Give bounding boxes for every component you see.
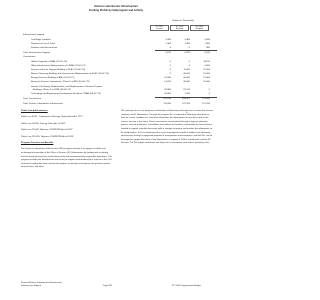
cell-fy2012: 111,842 <box>163 102 171 105</box>
cell-fy2012: 1,362 <box>165 42 171 45</box>
row-label: Buildings, Phase 2 at LBNL (09-SC-72) <box>33 88 71 91</box>
cell-fy2013: 168,557 <box>182 98 190 100</box>
column-header-fy2013 <box>170 25 189 32</box>
cell-fy2014: 34,911 <box>203 61 210 63</box>
row-label: Total, Infrastructure Support <box>23 51 50 54</box>
column-header-status: Request <box>195 28 204 31</box>
table-row <box>23 88 219 92</box>
cell-fy2013: 40,000 <box>183 77 190 79</box>
left-column-text <box>21 110 113 173</box>
footer-right: FY 2014 Congressional Budget <box>172 285 201 287</box>
cell-fy2013: 0 <box>188 65 190 67</box>
row-label: Oak Ridge Landlord <box>31 38 51 41</box>
cell-fy2013: 6,878 <box>184 51 190 54</box>
cell-fy2013: 5,485 <box>184 38 190 41</box>
column-header-status: Enacted <box>175 28 184 31</box>
cell-fy2013: 7,440 <box>184 93 190 95</box>
right-column-text <box>121 110 213 149</box>
column-header-year: FY 2013 <box>175 26 184 29</box>
cell-fy2012: 5,350 <box>165 38 171 41</box>
row-label: Energy Sciences Building at ANL (10-SC-71) <box>31 77 75 79</box>
footer-path: Science/Science Laboratories Infrastructure/ <box>21 282 62 284</box>
section-heading-authorizations: Public Law Authorizations <box>21 110 48 112</box>
paragraph: SLI's primary focus is on long-term revitalization of laboratory infrastructure to ensure the mission readiness of SC laboratories. Through the program SC is moving the laboratory infrastructure from its current condition to a level that will position the laboratories to meet the needs of the science mission in the future. These investments are prioritized through a rigorous planning process and will modernize, consolidate, and replace the facilities, and provide the infrastructure needed to support scientific discovery, build a stronger economy, and position the laboratories to be world leaders. SC has implemented an asset management model to address the laboratory infrastructure through a integrated program of management and investment, and that SLI can be leveraged to support the future of the laboratories in support of DOE's overall goals and the SC mission. The SLI budget contributes and helps focus investments and reduce operating costs. <box>121 110 213 145</box>
cell-fy2013: 175,315 <box>182 102 190 105</box>
units-note: (Dollars in Thousands) <box>172 20 194 22</box>
table-row <box>23 46 219 50</box>
paragraph: Public Law 95-91, "Department of Energy Organization Act" 1977 <box>21 116 83 119</box>
footer-left <box>21 282 62 288</box>
cell-fy2014: 4,000 <box>204 65 210 67</box>
cell-fy2012: 14,430 <box>164 77 171 79</box>
section-heading-overview: Program Overview and Benefits <box>21 141 54 144</box>
document-subtitle: Funding Profile by Subprogram and Activity <box>88 9 144 12</box>
row-label: Utilities Upgrade at FNAL (13-SC-70) <box>31 61 68 63</box>
cell-fy2013: 25,574 <box>183 88 190 91</box>
row-label: Total, Construction <box>23 98 42 100</box>
paragraph: Public Law 111-358, "America COMPETES Act of 2010" <box>21 135 74 138</box>
row-label: Seismic Life-Safety, Modernization, and Replacement of General Purpose <box>31 85 103 88</box>
paragraph: Public Law 109-58, "Energy Policy Act of 2005" <box>21 122 66 125</box>
paragraph: Public Law 110-69, "America COMPETES Act of 2007" <box>21 129 73 132</box>
cell-fy2012: 6,612 <box>165 51 171 54</box>
cell-fy2013: 11,000 <box>183 69 190 71</box>
cell-fy2012: 0 <box>169 65 171 67</box>
cell-fy2012: 0 <box>169 61 171 63</box>
page-number: Page 353 <box>103 285 112 287</box>
cell-fy2012: 103,230 <box>163 98 171 100</box>
cell-fy2012: 20,055 <box>164 93 171 95</box>
row-label: Total, Science Laboratories Infrastructure <box>23 102 63 105</box>
cell-fy2013: 1,385 <box>184 42 190 45</box>
footer-path: Infrastructure Support <box>21 285 42 287</box>
column-header-fy2012 <box>150 25 169 32</box>
row-label: Payment in Lieu of Taxes <box>31 42 56 45</box>
table-row <box>23 55 219 59</box>
row-label: Science and User Support Building at SLAC (10-SC-70) <box>31 69 86 71</box>
row-label: Renew Chemistry Building and Infrastructure Modernization at SLAC (10-SC-70) <box>31 73 109 75</box>
cell-fy2012: 0 <box>169 69 171 71</box>
table-row <box>23 92 219 96</box>
cell-fy2014: 22,200 <box>203 69 210 71</box>
cell-fy2013: 40,500 <box>183 81 190 83</box>
cell-fy2014: 121,226 <box>202 102 210 105</box>
cell-fy2014: 6,226 <box>204 51 210 54</box>
row-label: Technology and Engineering Development Facility at TJNAF (09-SC-74) <box>31 93 101 95</box>
row-label: Construction <box>23 56 36 58</box>
table-row <box>23 33 219 37</box>
row-label: Facilities and Infrastructure <box>31 46 58 49</box>
row-label: Infrastructure Support <box>23 34 45 36</box>
row-label: Utility Infrastructure Modernization at TJNAF (13-SC-71) <box>31 65 86 67</box>
cell-fy2012: 0 <box>169 73 171 75</box>
document-title: Science Laboratories Infrastructure <box>94 5 138 8</box>
column-header-status: Current <box>156 28 163 31</box>
cell-fy2014: 1,385 <box>204 42 210 45</box>
column-header-fy2014 <box>190 25 209 32</box>
cell-fy2014: 0 <box>208 93 210 95</box>
cell-fy2014: 27,000 <box>203 77 210 79</box>
table-row <box>23 80 219 84</box>
cell-fy2014: 5,694 <box>204 38 210 41</box>
cell-fy2014: 0 <box>208 88 210 91</box>
cell-fy2012: 14,635 <box>164 81 171 83</box>
cell-fy2014: 116,000 <box>202 98 210 100</box>
cell-fy2013: 45,000 <box>183 73 190 75</box>
row-label: Research Science Laboratories, Phase II at BNL (10-SC-72) <box>31 81 90 83</box>
cell-fy2014: 10,000 <box>203 81 210 83</box>
table-row <box>23 51 219 55</box>
cell-fy2012: 29,980 <box>164 88 171 91</box>
cell-fy2012: 0 <box>169 46 171 49</box>
cell-fy2014: 15,000 <box>203 73 210 75</box>
column-header-year: FY 2014 <box>195 26 204 29</box>
percent-note: % <box>186 112 188 114</box>
cell-fy2013: 0 <box>188 46 190 49</box>
cell-fy2013: 0 <box>188 61 190 63</box>
paragraph: The Science Laboratories Infrastructure (SLI) program mission is to support scientific and technological innovation at the Office of Science (SC) laboratories by funding and sustaining mission-ready infrastructure and fostering safe and environmentally responsible operations. The program provides the infrastructure necessary to support world leadership in science in the 21st century by funding line item construction projects to maintain and improve the general purpose infrastructure; and other <box>21 148 112 169</box>
cell-fy2014: 800 <box>206 46 210 49</box>
table-row <box>23 97 219 101</box>
column-header-year: FY 2012 <box>155 26 164 29</box>
table-row <box>23 102 219 106</box>
